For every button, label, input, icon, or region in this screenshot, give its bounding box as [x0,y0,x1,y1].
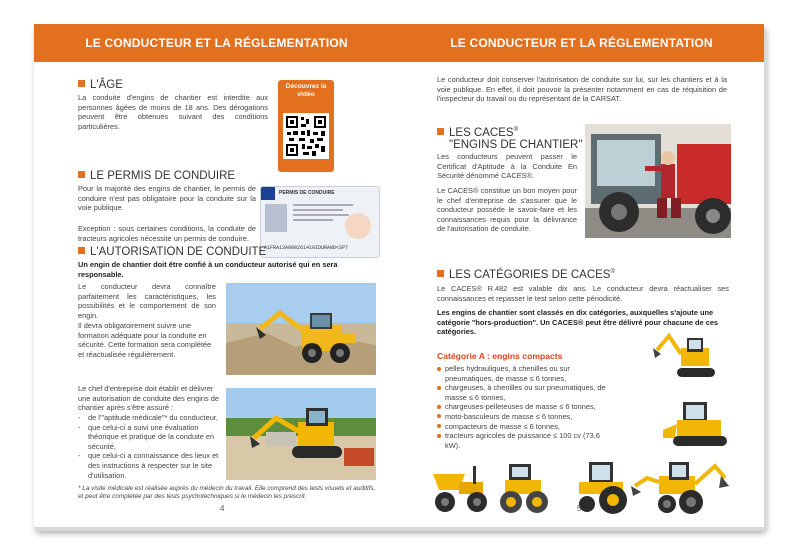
qr-code-icon [283,113,329,159]
bullet-square-icon [437,128,444,135]
license-mrz: A1FRA13A000261410IDURAND<SP7 [264,245,349,251]
intro-text: Le conducteur doit conserver l'autorisation de conduite sur lui, sur les chantiers et à la voie publique. En effet, il doit pouvoir la présenter notamment en cas de réquisition de l'inspecteur du travail ou du représentant de la CARSAT. [437,75,727,104]
license-photo [265,204,287,232]
qr-video-badge[interactable] [278,80,334,172]
bullet-square-icon [78,80,85,87]
license-card-title: PERMIS DE CONDUIRE [279,190,335,196]
category-a-list [437,364,617,450]
bullet-square-icon [78,171,85,178]
list-item: tracteurs agricoles de puissance ≤ 100 cv (73,6 kW). [437,431,617,450]
caces-tractor-photo [585,124,731,238]
autorisation-text-1: Le conducteur devra connaître parfaitement les caractéristiques, les possibilités et le comportement de son engin. [78,282,216,320]
category-a-title: Catégorie A : engins compacts [437,351,563,361]
categories-text-2: Les engins de chantier sont classés en dix catégories, auxquelles s'ajoute une catégorie "hors-production". Un CACES® peut être délivré pour chacune de ces catégories. [437,308,719,337]
medical-footnote: * La visite médicale est réalisée auprès du médecin du travail. Elle comprend des tests visuels et auditifs, et peut être complétée par des tests psychotechniques si le médecin les prescrit. [78,485,376,501]
permis-text-2: Exception : sous certaines conditions, la conduite de tracteurs agricoles nécessite un permis de conduire. [78,224,256,243]
right-page [399,24,764,527]
autorisation-conditions-list [78,413,224,480]
autorisation-text-3: Le chef d'entreprise doit établir et délivrer une autorisation de conduite des engins de chantier après s'être assuré : [78,384,219,413]
permis-text-1: Pour la majorité des engins de chantier, le permis de conduire n'est pas obligatoire pour la conduite sur la voie publique. [78,184,256,213]
left-page [34,24,399,527]
list-item: chargeuses, à chenilles ou sur pneumatiques, de masse ≤ 6 tonnes, [437,383,617,402]
caces-text-1: Les conducteurs peuvent passer le Certificat d'Aptitude à la Conduite En Sécurité dénommé CACES®. [437,152,577,181]
bullet-square-icon [437,270,444,277]
autorisation-lead: Un engin de chantier doit être confié à un conducteur autorisé qui en sera responsable. [78,260,338,279]
list-item: compacteurs de masse ≤ 6 tonnes, [437,422,617,432]
eu-flag-icon [261,187,275,200]
list-item: pelles hydrauliques, à chenilles ou sur pneumatiques, de masse ≤ 6 tonnes, [437,364,617,383]
list-item: - de l'"aptitude médicale"* du conducteur, [78,413,224,423]
bullet-square-icon [78,247,85,254]
license-seal [345,213,371,239]
mini-excavator-illustration [651,330,721,380]
categories-heading: LES CATÉGORIES DE CACES® [437,269,615,281]
autorisation-heading: L'AUTORISATION DE CONDUITE [78,246,266,258]
driving-license-image [260,186,380,258]
list-item: - que celui-ci a suivi une évaluation théorique et pratique de la conduite en sécurité, [78,423,224,452]
page-number-left: 4 [220,504,225,513]
list-item: - que celui-ci a connaissance des lieux et des instructions à respecter sur le site d'utilisation. [78,451,224,480]
mini-excavator-photo [226,388,376,480]
backhoe-loader-photo [226,283,376,375]
qr-label: Découvrez la vidéo [285,83,327,98]
permis-heading: LE PERMIS DE CONDUIRE [78,170,235,182]
autorisation-text-2: Il devra obligatoirement suivre une formation adéquate pour la conduite en sécurité. Cette formation sera complétée et réactualisée régulièrement. [78,321,212,359]
list-item: moto-basculeurs de masse ≤ 6 tonnes, [437,412,617,422]
right-banner: LE CONDUCTEUR ET LA RÉGLEMENTATION [399,24,764,62]
list-item: chargeuses-pelleteuses de masse ≤ 6 tonnes, [437,402,617,412]
age-heading: L'ÂGE [78,79,123,91]
left-banner: LE CONDUCTEUR ET LA RÉGLEMENTATION [34,24,399,62]
age-text: La conduite d'engins de chantier est interdite aux personnes âgées de moins de 18 ans. Des dérogations peuvent être obtenues suivant des conditions particulières. [78,93,268,131]
caces-text-2: Le CACES® constitue un bon moyen pour le chef d'entreprise de s'assurer que le conducteur possède le savoir-faire et les connaissances requis pour la délivrance de l'autorisation de conduite. [437,186,577,234]
categories-text-1: Le CACES® R.482 est valable dix ans. Le conducteur devra réactualiser ses connaissances et repasser le test selon cette périodicité. [437,284,729,303]
caces-heading: LES CACES® "ENGINS DE CHANTIER" [437,124,582,151]
page-number-right: 5 [577,504,582,513]
compact-loader-illustration [661,396,737,448]
